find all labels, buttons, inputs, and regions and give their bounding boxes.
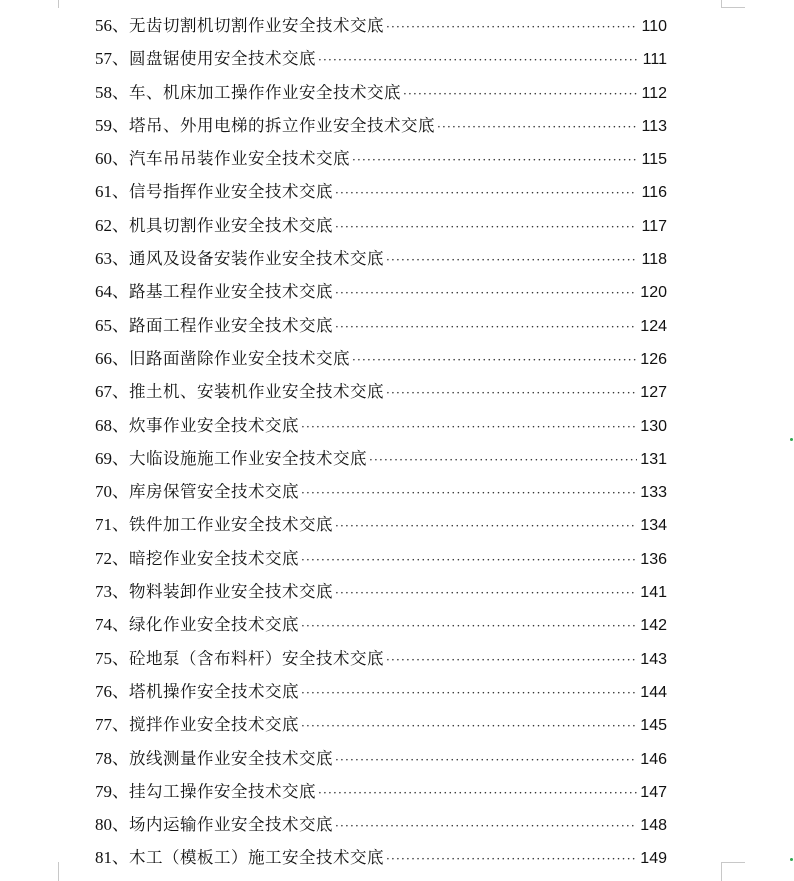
dot-leader [301,411,637,444]
toc-entry[interactable] [95,475,667,508]
dot-leader [386,244,637,277]
toc-entry-number: 77、 [95,715,129,735]
toc-entry[interactable] [95,442,667,475]
toc-entry-page-number: 117 [641,217,667,235]
toc-entry[interactable] [95,109,667,142]
toc-entry-title: 路面工程作业安全技术交底 [129,315,333,335]
toc-entry-title: 塔吊、外用电梯的拆立作业安全技术交底 [129,115,435,135]
toc-entry-number: 59、 [95,115,129,135]
toc-entry-number: 67、 [95,382,129,402]
toc-entry-number: 81、 [95,848,129,868]
toc-entry-page-number: 130 [640,417,667,435]
toc-entry-title: 搅拌作业安全技术交底 [129,715,299,735]
toc-entry-number: 80、 [95,815,129,835]
toc-entry-number: 68、 [95,415,129,435]
toc-entry-title: 炊事作业安全技术交底 [129,415,299,435]
toc-entry-number: 58、 [95,82,129,102]
margin-mark-bottom-right-horizontal [721,862,745,863]
toc-entry-page-number: 146 [640,750,667,768]
toc-entry[interactable] [95,142,667,175]
toc-entry[interactable] [95,76,667,109]
toc-entry-number: 74、 [95,615,129,635]
table-of-contents [95,9,667,875]
margin-mark-top-right-horizontal [721,7,745,8]
toc-entry-page-number: 120 [640,284,667,302]
dot-leader [335,510,637,543]
toc-entry-title: 塔机操作安全技术交底 [129,681,299,701]
toc-entry[interactable] [95,375,667,408]
toc-entry-number: 71、 [95,515,129,535]
edge-marker-dot [790,438,793,441]
toc-entry-number: 76、 [95,681,129,701]
toc-entry-title: 绿化作业安全技术交底 [129,615,299,635]
dot-leader [403,78,637,111]
dot-leader [301,710,637,743]
toc-entry-page-number: 131 [640,450,667,468]
toc-entry[interactable] [95,542,667,575]
toc-entry-page-number: 116 [641,184,667,202]
toc-entry[interactable] [95,841,667,874]
toc-entry-number: 56、 [95,16,129,35]
toc-entry-number: 65、 [95,315,129,335]
dot-leader [301,610,637,643]
dot-leader [352,344,637,377]
toc-entry[interactable] [95,708,667,741]
toc-entry-page-number: 134 [640,517,667,535]
toc-entry-number: 69、 [95,448,129,468]
toc-entry[interactable] [95,275,667,308]
toc-entry[interactable] [95,9,667,42]
toc-entry-page-number: 112 [641,84,667,102]
toc-entry[interactable] [95,175,667,208]
toc-entry-page-number: 136 [640,550,667,568]
toc-entry[interactable] [95,808,667,841]
toc-entry-title: 木工（模板工）施工安全技术交底 [129,848,384,868]
toc-entry-title: 车、机床加工操作作业安全技术交底 [129,82,401,102]
toc-entry[interactable] [95,409,667,442]
toc-entry-page-number: 141 [640,584,667,602]
dot-leader [352,144,637,177]
toc-entry-title: 砼地泵（含布料杆）安全技术交底 [129,648,384,668]
toc-entry-page-number: 145 [640,717,667,735]
toc-entry-title: 铁件加工作业安全技术交底 [129,515,333,535]
toc-entry[interactable] [95,508,667,541]
toc-entry-page-number: 118 [641,251,667,269]
toc-entry-title: 物料装卸作业安全技术交底 [129,582,333,602]
toc-entry-number: 62、 [95,215,129,235]
toc-entry-title: 汽车吊吊装作业安全技术交底 [129,149,350,169]
toc-entry[interactable] [95,309,667,342]
dot-leader [386,644,637,677]
dot-leader [335,277,637,310]
toc-entry-title: 大临设施施工作业安全技术交底 [129,448,367,468]
toc-entry-number: 66、 [95,348,129,368]
dot-leader [318,777,637,810]
margin-mark-bottom-right-vertical [721,862,722,881]
dot-leader [335,744,637,777]
toc-entry-title: 圆盘锯使用安全技术交底 [129,49,316,69]
dot-leader [335,577,637,610]
toc-entry-title: 场内运输作业安全技术交底 [129,815,333,835]
dot-leader [369,444,637,477]
toc-entry-page-number: 133 [640,484,667,502]
toc-entry-number: 73、 [95,582,129,602]
dot-leader [301,677,637,710]
toc-entry[interactable] [95,675,667,708]
toc-entry-page-number: 148 [640,817,667,835]
toc-entry[interactable] [95,742,667,775]
toc-entry-number: 61、 [95,182,129,202]
toc-entry-title: 机具切割作业安全技术交底 [129,215,333,235]
margin-mark-bottom-left [58,862,59,881]
dot-leader [386,843,637,876]
toc-entry-page-number: 142 [640,617,667,635]
dot-leader [301,477,637,510]
toc-entry-number: 64、 [95,282,129,302]
toc-entry-number: 60、 [95,149,129,169]
toc-entry-page-number: 144 [640,683,667,701]
toc-entry-title: 信号指挥作业安全技术交底 [129,182,333,202]
toc-entry-page-number: 126 [640,350,667,368]
toc-entry[interactable] [95,209,667,242]
toc-entry-title: 路基工程作业安全技术交底 [129,282,333,302]
toc-entry-page-number: 127 [640,384,667,402]
dot-leader [386,377,637,410]
toc-entry-title: 库房保管安全技术交底 [129,482,299,502]
toc-entry-page-number: 113 [641,117,667,135]
toc-entry-title: 通风及设备安装作业安全技术交底 [129,249,384,269]
toc-entry-number: 57、 [95,49,129,69]
toc-entry-page-number: 147 [640,783,667,801]
toc-entry-number: 75、 [95,648,129,668]
dot-leader [301,544,637,577]
dot-leader [335,211,637,244]
toc-entry[interactable] [95,575,667,608]
toc-entry[interactable] [95,42,667,75]
toc-entry-number: 72、 [95,548,129,568]
toc-entry-title: 挂勾工操作安全技术交底 [129,781,316,801]
dot-leader [318,44,637,77]
margin-mark-top-left [58,0,59,8]
toc-entry[interactable] [95,775,667,808]
toc-entry[interactable] [95,642,667,675]
toc-entry-number: 79、 [95,781,129,801]
toc-entry-number: 63、 [95,249,129,269]
toc-entry-title: 暗挖作业安全技术交底 [129,548,299,568]
toc-entry-page-number: 111 [642,51,667,69]
toc-entry[interactable] [95,242,667,275]
dot-leader [335,177,637,210]
edge-marker-dot [790,858,793,861]
toc-entry-title: 无齿切割机切割作业安全技术交底 [129,16,384,35]
toc-entry-page-number: 149 [640,850,667,868]
toc-entry-title: 放线测量作业安全技术交底 [129,748,333,768]
toc-entry-page-number: 143 [640,650,667,668]
toc-entry-number: 78、 [95,748,129,768]
toc-entry-number: 70、 [95,482,129,502]
dot-leader [335,810,637,843]
toc-entry-title: 推土机、安装机作业安全技术交底 [129,382,384,402]
toc-entry[interactable] [95,342,667,375]
toc-entry-title: 旧路面凿除作业安全技术交底 [129,348,350,368]
toc-entry-page-number: 115 [641,151,667,169]
toc-entry[interactable] [95,608,667,641]
toc-entry-page-number: 110 [641,18,667,35]
toc-entry-page-number: 124 [640,317,667,335]
dot-leader [437,111,637,144]
dot-leader [386,11,637,44]
dot-leader [335,311,637,344]
